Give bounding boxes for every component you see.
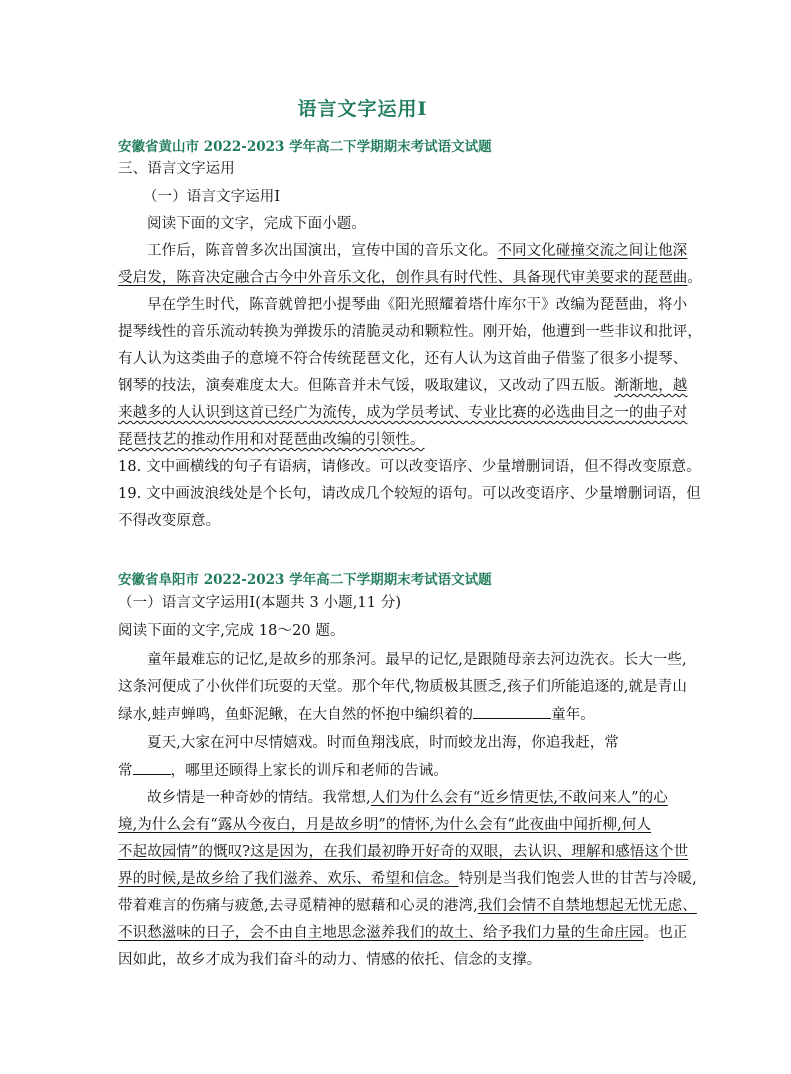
paragraph-line [147,788,668,808]
text-run: 。也正 [643,925,688,941]
paragraph-line: 有人认为这类曲子的意境不符合传统琵琶文化，还有人认为这首曲子借鉴了很多小提琴、 [118,351,688,367]
paragraph-line: 提琴线性的音乐流动转换为弹拨乐的清脆灵动和颗粒性。刚开始，他遭到一些非议和批评， [118,324,702,340]
underlined-sentence: 不同文化碰撞交流之间让他深 [497,243,688,259]
text-run: 绿水,蛙声蝉鸣，鱼虾泥鳅，在大自然的怀抱中编织着的 [118,707,474,723]
underlined-sentence: 受启发，陈音决定融合古今中外音乐文化，创作具有时代性、具备现代审美要求的琵琶曲 [118,270,688,286]
instruction: 阅读下面的文字，完成下面小题。 [147,216,366,232]
paragraph-line [118,403,687,423]
paragraph-line: 因如此，故乡才成为我们奋斗的动力、情感的依托、信念的支撑。 [118,952,542,968]
text-run: 钢琴的技法，演奏难度太大。但陈音并未气馁，吸取建议，又改动了四五版。 [118,378,615,394]
text-run: 。 [687,270,703,286]
underlined-sentence: 人们为什么会有“近乡情更怯,不敢问来人”的心 [370,790,668,806]
source-heading-huangshan: 安徽省黄山市 2022-2023 学年高二下学期期末考试语文试题 [118,139,492,155]
underlined-sentence: 界的时候,是故乡给了我们滋养、欢乐、希望和信念。 [118,871,459,887]
instruction: 阅读下面的文字,完成 18～20 题。 [118,623,345,639]
text-run: 故乡情是一种奇妙的情结。我常想, [147,790,371,806]
wavy-underlined-sentence: 来越多的人认识到这首已经广为流传，成为学员考试、专业比赛的必选曲目之一的曲子对 [118,405,688,421]
underlined-sentence: 不起故园情”的慨叹?这是因为，在我们最初睁开好奇的双眼，去认识、理解和感悟这个世 [118,844,689,860]
paragraph-line [118,376,687,396]
page-title: 语言文字运用Ⅰ [297,98,428,120]
sub-heading: （一）语言文字运用Ⅰ [143,189,281,205]
section-heading: （一）语言文字运用Ⅰ(本题共 3 小题,11 分) [118,595,402,611]
section-heading: 三、语言文字运用 [118,161,235,177]
text-run: 童年。 [551,707,595,723]
paragraph-line [118,923,687,943]
question-18: 18. 文中画横线的句子有语病，请修改。可以改变语序、少量增删词语，但不得改变原意。 [118,459,701,475]
paragraph-line [118,896,697,916]
paragraph-line [118,760,448,781]
paragraph-line [118,815,651,835]
paragraph-line: 这条河便成了小伙伴们玩耍的天堂。那个年代,物质极其匮乏,孩子们所能追逐的,就是青山 [118,679,687,695]
paragraph-line [147,241,687,261]
source-heading-fuyang: 安徽省阜阳市 2022-2023 学年高二下学期期末考试语文试题 [118,572,492,588]
question-19-cont: 不得改变原意。 [118,513,221,529]
underlined-sentence: 不识愁滋味的日子，会不由自主地思念滋养我们的故土、给予我们力量的生命庄园 [118,925,644,941]
text-run: 常 [118,763,133,779]
paragraph-line [118,869,697,889]
wavy-underlined-sentence: 渐渐地，越 [614,378,688,394]
underlined-sentence: 境,为什么会有“露从今夜白，月是故乡明”的情怀,为什么会有“此夜曲中闻折柳,何人 [118,817,652,833]
paragraph-line [118,704,595,725]
text-run: 工作后，陈音曾多次出国演出，宣传中国的音乐文化。 [147,243,498,259]
question-19: 19. 文中画波浪线处是个长句，请改成几个较短的语句。可以改变语序、少量增删词语，但 [118,486,701,502]
paragraph-line [118,430,425,450]
fill-blank [133,760,171,775]
wavy-underlined-sentence: 琵琶技艺的推动作用和对琵琶曲改编的引领性。 [118,432,425,448]
underlined-sentence: 我们会情不自禁地想起无忧无虑、 [477,898,697,914]
paragraph-line: 早在学生时代，陈音就曾把小提琴曲《阳光照耀着塔什库尔干》改编为琵琶曲，将小 [147,297,688,313]
paragraph-line: 童年最难忘的记忆,是故乡的那条河。最早的记忆,是跟随母亲去河边洗衣。长大一些, [147,652,687,668]
text-run: 带着难言的伤痛与疲惫,去寻觅精神的慰藉和心灵的港湾, [118,898,478,914]
fill-blank [473,704,551,719]
paragraph-line [118,842,688,862]
paragraph-line [118,268,702,288]
text-run: 特别是当我们饱尝人世的甘苦与冷暖, [458,871,697,887]
paragraph-line: 夏天,大家在河中尽情嬉戏。时而鱼翔浅底，时而蛟龙出海，你追我赶，常 [147,735,619,751]
text-run: ，哪里还顾得上家长的训斥和老师的告诫。 [170,763,449,779]
